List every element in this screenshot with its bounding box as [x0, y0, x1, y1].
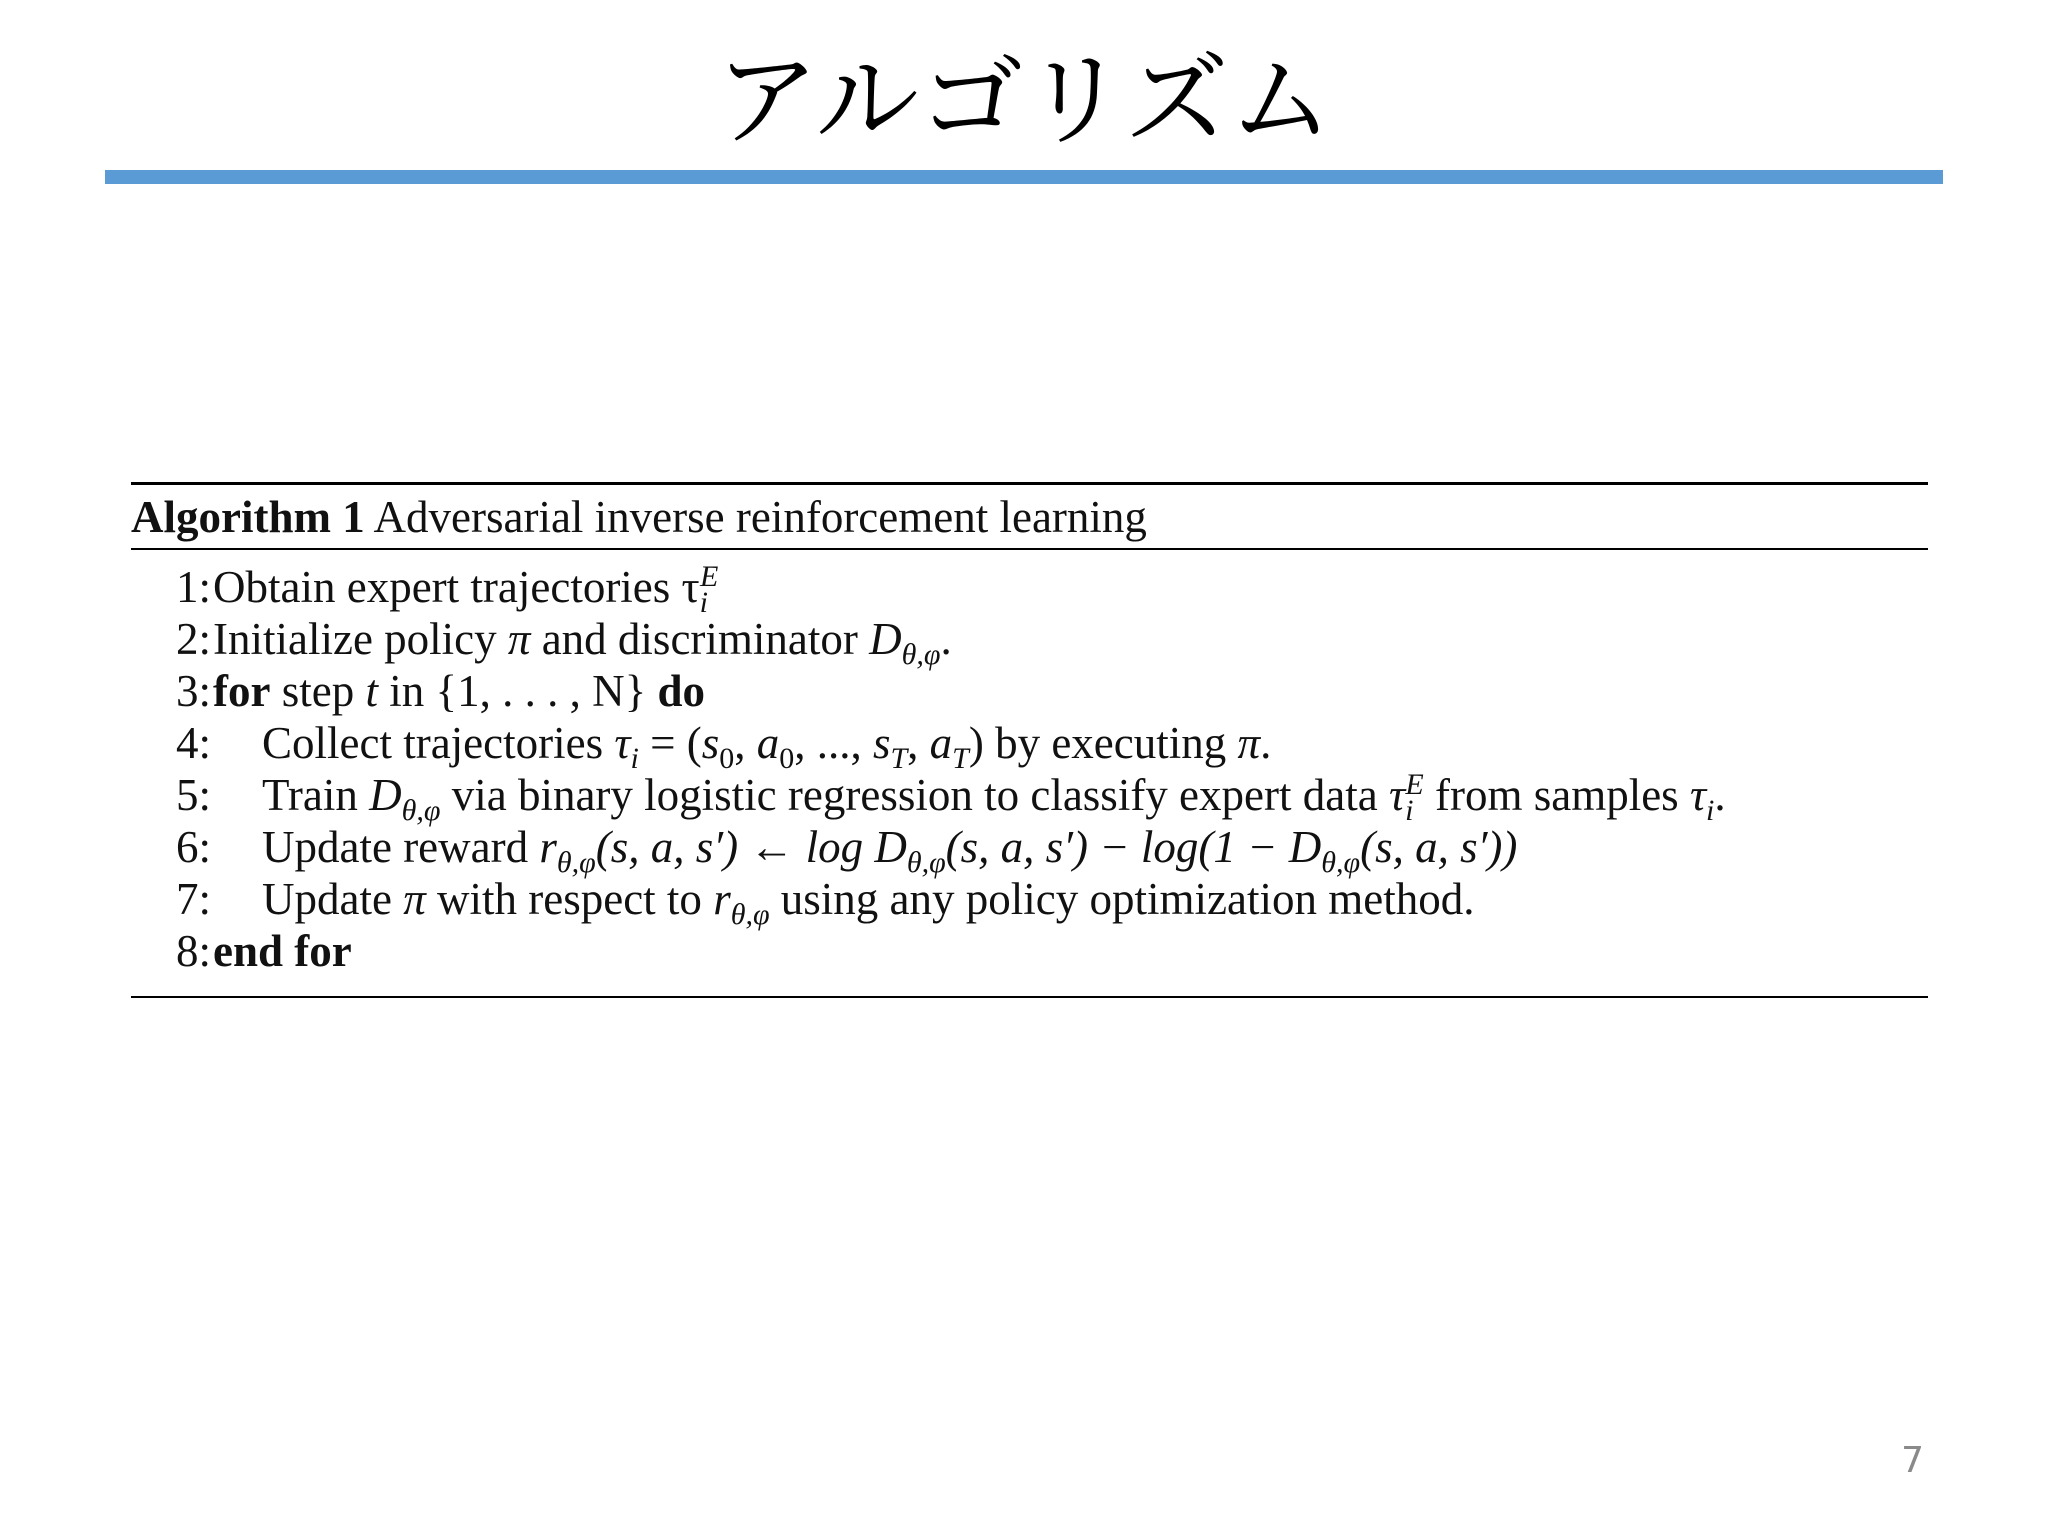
line-4-s0: s [701, 718, 720, 768]
line-5-tausub: i [1405, 794, 1414, 827]
line-4-s0sub: 0 [719, 742, 735, 775]
line-5-tau2sub: i [1706, 794, 1715, 827]
line-4-tausub: i [630, 742, 639, 775]
line-6-D1: D [874, 822, 907, 872]
line-5-tau2: τ [1689, 770, 1707, 820]
line-6-d: (s, a, s′)) [1360, 822, 1518, 872]
line-number: 5: [175, 770, 211, 820]
line-number: 1: [175, 562, 211, 612]
line-text [262, 820, 1518, 879]
line-4-a: Collect trajectories [262, 718, 615, 768]
line-2-c: . [940, 614, 952, 664]
line-4-a0sub: 0 [779, 742, 795, 775]
line-text [213, 612, 952, 671]
line-1-text: Obtain expert trajectories τ [213, 562, 700, 612]
line-4-c3: , [907, 718, 930, 768]
line-6-c: (s, a, s′) − log(1 − [945, 822, 1289, 872]
line-2-pi: π [507, 614, 531, 664]
line-number: 8: [175, 926, 211, 976]
line-text [262, 716, 1272, 775]
line-5-tausup: E [1405, 768, 1424, 801]
line-5-D: D [369, 770, 402, 820]
line-2-D: D [869, 614, 902, 664]
line-3-b: in {1, . . . , N} [377, 666, 658, 716]
line-5-Dsub: θ,φ [401, 794, 441, 827]
line-7-a: Update [262, 874, 404, 924]
line-7-r: r [713, 874, 731, 924]
line-4-c1: , [734, 718, 757, 768]
algorithm-label: Algorithm 1 [131, 492, 365, 542]
line-4-aTsub: T [952, 742, 969, 775]
algorithm-mid-rule [131, 548, 1928, 550]
line-text [262, 768, 1726, 827]
line-number: 4: [175, 718, 211, 768]
line-4-b: = ( [638, 718, 702, 768]
line-3-t: t [365, 666, 378, 716]
line-4-d: ) by executing [968, 718, 1238, 768]
line-text [213, 664, 705, 718]
algorithm-caption-text: Adversarial inverse reinforcement learning [373, 492, 1147, 542]
line-text [213, 924, 352, 978]
title-underline [105, 170, 1943, 184]
line-number: 6: [175, 822, 211, 872]
line-7-c: using any policy optimization method. [769, 874, 1475, 924]
line-4-tau: τ [614, 718, 631, 768]
line-6-D1sub: θ,φ [906, 846, 946, 879]
line-number: 7: [175, 874, 211, 924]
page-number: 7 [1901, 1440, 1924, 1481]
line-2-b: and discriminator [530, 614, 870, 664]
line-6-b: (s, a, s′) ← log [595, 822, 875, 872]
line-1-sub: i [699, 586, 708, 619]
algorithm-box [131, 482, 1928, 1000]
line-6-r: r [539, 822, 557, 872]
line-6-rsub: θ,φ [556, 846, 596, 879]
line-5-c: from samples [1423, 770, 1690, 820]
line-4-e: . [1260, 718, 1272, 768]
line-3-keyword-do: do [657, 666, 705, 716]
slide-title: アルゴリズム [715, 39, 1333, 161]
line-5-d: . [1714, 770, 1726, 820]
line-5-b: via binary logistic regression to classify expert data [440, 770, 1389, 820]
line-4-a0: a [756, 718, 780, 768]
algorithm-bottom-rule [131, 996, 1928, 998]
line-number: 2: [175, 614, 211, 664]
line-4-aT: a [929, 718, 953, 768]
line-5-a: Train [262, 770, 370, 820]
line-4-c2: , ..., [794, 718, 873, 768]
line-text [262, 872, 1475, 931]
line-6-D2: D [1288, 822, 1322, 872]
line-6-D2sub: θ,φ [1321, 846, 1361, 879]
line-2-Dsub: θ,φ [901, 638, 941, 671]
line-7-pi: π [403, 874, 426, 924]
line-1-sup: E [699, 560, 719, 593]
line-4-pi: π [1237, 718, 1261, 768]
line-7-b: with respect to [425, 874, 714, 924]
line-3-keyword-for: for [213, 666, 271, 716]
line-4-sTsub: T [890, 742, 908, 775]
line-6-a: Update reward [262, 822, 540, 872]
line-text [213, 560, 719, 619]
line-8-keyword-end-for: end for [213, 926, 352, 976]
line-7-rsub: θ,φ [730, 898, 770, 931]
line-5-tau: τ [1388, 770, 1406, 820]
algorithm-caption [131, 490, 1147, 544]
line-2-a: Initialize policy [213, 614, 508, 664]
line-4-sT: s [872, 718, 891, 768]
line-3-a: step [270, 666, 366, 716]
line-number: 3: [175, 666, 211, 716]
algorithm-top-rule [131, 482, 1928, 485]
